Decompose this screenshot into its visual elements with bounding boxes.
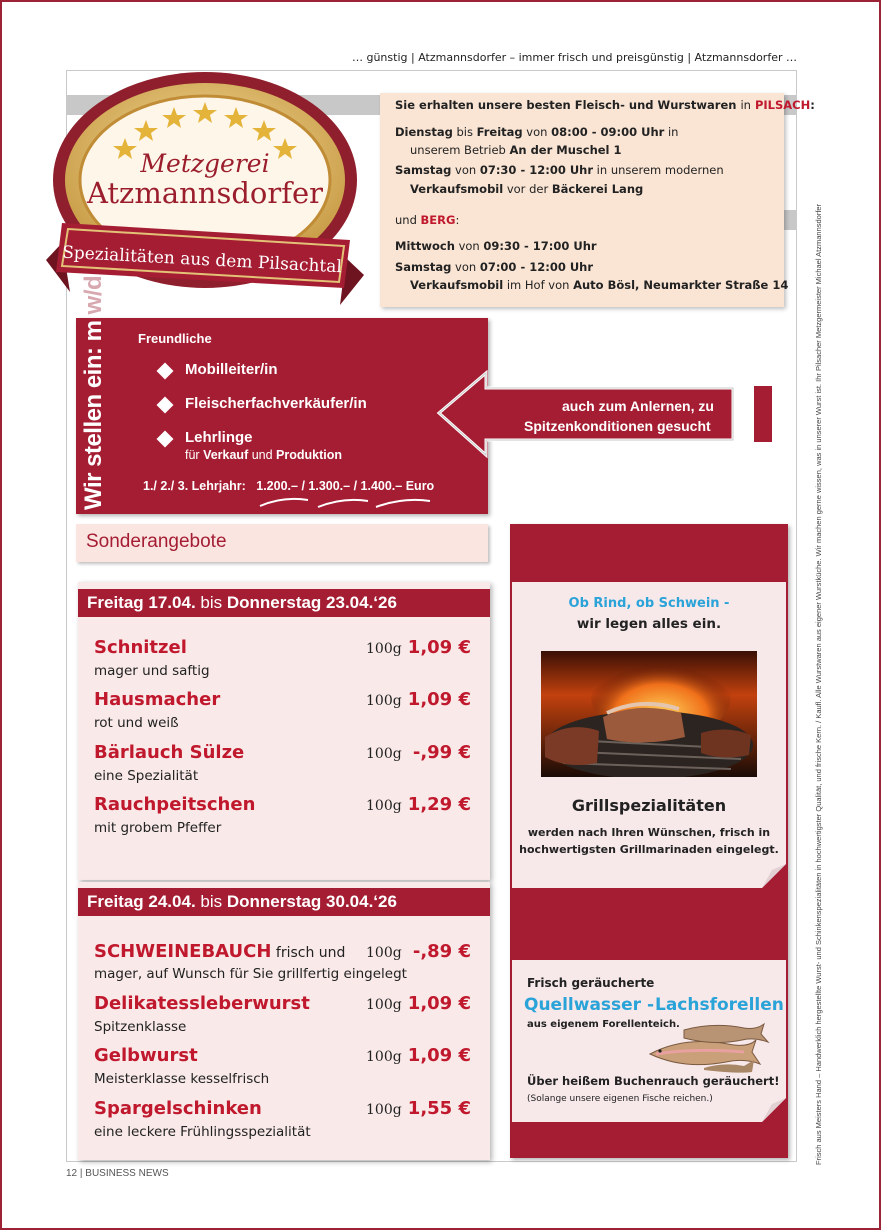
offer-item-price: 1,55 € (407, 1098, 471, 1119)
offer-item-desc: eine Spezialität (94, 768, 199, 784)
offer-item-weight: 100g (366, 1102, 402, 1118)
page-curl-icon (762, 1098, 786, 1122)
fish-line-1: Frisch geräucherte (527, 976, 655, 990)
fish-line-4: (Solange unsere eigenen Fische reichen.) (527, 1094, 713, 1104)
hours-line-3: Samstag von 07:30 - 12:00 Uhr in unserem modernen (395, 163, 724, 177)
hours-line-4: Verkaufsmobil vor der Bäckerei Lang (410, 182, 644, 196)
offer-item-price: 1,09 € (407, 1045, 471, 1066)
offer-item-name: Spargelschinken (94, 1098, 262, 1119)
job-intro: Freundliche (138, 331, 212, 346)
offer-item-desc: eine leckere Frühlingsspezialität (94, 1124, 311, 1140)
grill-desc-2: hochwertigsten Grillmarinaden eingelegt. (519, 843, 779, 856)
offer-item-name: Schnitzel (94, 637, 187, 658)
offer-item-desc: mager, auf Wunsch für Sie grillfertig eingelegt (94, 966, 407, 982)
job-position-3-detail: für Verkauf und Produktion (185, 448, 343, 462)
job-position-2: Fleischerfachverkäufer/in (185, 395, 367, 412)
job-position-3: Lehrlinge (185, 429, 253, 446)
offer-period-2: Freitag 24.04. bis Donnerstag 30.04.‘26 (78, 888, 490, 916)
offer-item-name: Rauchpeitschen (94, 794, 256, 815)
offer-item-price: 1,29 € (407, 794, 471, 815)
apprentice-pay: 1./ 2./ 3. Lehrjahr: 1.200.– / 1.300.– / 1.400.– Euro (143, 479, 435, 493)
hours-line-5: Mittwoch von 09:30 - 17:00 Uhr (395, 239, 597, 253)
opening-hours-intro: Sie erhalten unsere besten Fleisch- und Wurstwaren in PILSACH: (395, 98, 815, 112)
page-curl-icon (762, 864, 786, 888)
offer-item-weight: 100g (366, 746, 402, 762)
grill-desc-1: werden nach Ihren Wünschen, frisch in (527, 826, 771, 839)
offer-item-price: 1,09 € (407, 637, 471, 658)
grill-line-1: Ob Rind, ob Schwein - (568, 596, 730, 611)
offer-item-weight: 100g (366, 641, 402, 657)
grill-line-2: wir legen alles ein. (576, 616, 722, 632)
footer: 12 | BUSINESS NEWS (66, 1168, 169, 1179)
offer-item-desc: mit grobem Pfeffer (94, 820, 222, 836)
place-berg: BERG (420, 213, 456, 227)
place-pilsach: PILSACH (754, 98, 811, 112)
offer-item-weight: 100g (366, 945, 402, 961)
trout-fish-image (644, 1022, 772, 1074)
fish-highlight-2: Lachsforellen (655, 995, 784, 1015)
offer-item-weight: 100g (366, 997, 402, 1013)
offer-item-name: Delikatessleberwurst (94, 993, 310, 1014)
top-tagline: … günstig | Atzmannsdorfer – immer frisch und preisgünstig | Atzmannsdorfer … (351, 51, 797, 64)
company-logo (40, 60, 370, 305)
hours-line-7: Verkaufsmobil im Hof von Auto Bösl, Neumarkter Straße 14 (410, 278, 789, 292)
hours-line-1: Dienstag bis Freitag von 08:00 - 09:00 Uhr in (395, 125, 679, 139)
offer-item-desc: Spitzenklasse (94, 1019, 187, 1035)
job-position-1: Mobilleiter/in (185, 361, 278, 378)
offer-item-desc: Meisterklasse kesselfrisch (94, 1071, 270, 1087)
hours-line-6: Samstag von 07:00 - 12:00 Uhr (395, 260, 594, 274)
offer-item-name: Gelbwurst (94, 1045, 198, 1066)
arrow-text-2: Spitzenkonditionen gesucht (524, 418, 711, 434)
logo-line-2: Atzmannsdorfer (86, 176, 324, 210)
offer-item-price: 1,09 € (407, 689, 471, 710)
offer-item-weight: 100g (366, 1049, 402, 1065)
grill-title: Grillspezialitäten (571, 796, 727, 815)
arrow-left-icon (436, 370, 776, 460)
logo-ribbon-text: Spezialitäten aus dem Pilsachtal (61, 242, 343, 278)
offer-item-name: Hausmacher (94, 689, 221, 710)
berg-heading: und BERG: (395, 213, 460, 227)
grill-steak-image (541, 651, 757, 777)
offer-item-weight: 100g (366, 798, 402, 814)
job-vertical-heading: Wir stellen ein: m w/d (80, 275, 107, 510)
offer-item-name: Bärlauch Sülze (94, 742, 245, 763)
fish-highlight-1: Quellwasser - (524, 995, 655, 1015)
side-vertical-text: Frisch aus Meisters Hand – Handwerklich hergestellte Wurst- und Schinkenspezialitäten in hochwertigster Qualität, und frische Kern. / Kaufl. Alle Wurstwaren aus eigener Wurstküche. Wir machen gerne wissen, was in unserer Wurst ist. Ihr Pilsacher Metzgermeister Michael Atzmannsdorfer (814, 203, 823, 1165)
arrow-text-1: auch zum Anlernen, zu (562, 398, 714, 414)
offer-item-weight: 100g (366, 693, 402, 709)
offer-item-desc: mager und saftig (94, 663, 210, 679)
offer-period-1: Freitag 17.04. bis Donnerstag 23.04.‘26 (78, 589, 490, 617)
hours-line-2: unserem Betrieb An der Muschel 1 (410, 143, 622, 157)
logo-line-1: Metzgerei (140, 149, 270, 178)
fish-line-3: Über heißem Buchenrauch geräuchert! (527, 1074, 780, 1088)
pay-underline-swooshes (258, 494, 438, 512)
fish-line-2: aus eigenem Forellenteich. (527, 1019, 680, 1030)
page-number: 12 (66, 1168, 78, 1179)
offer-item-price: -,89 € (412, 941, 471, 962)
special-offers-heading: Sonderangebote (86, 531, 227, 552)
offer-item-name: SCHWEINEBAUCH frisch und (94, 941, 346, 962)
offer-item-price: 1,09 € (407, 993, 471, 1014)
magazine-name: BUSINESS NEWS (85, 1168, 169, 1179)
offer-item-price: -,99 € (412, 742, 471, 763)
offer-item-desc: rot und weiß (94, 715, 179, 731)
